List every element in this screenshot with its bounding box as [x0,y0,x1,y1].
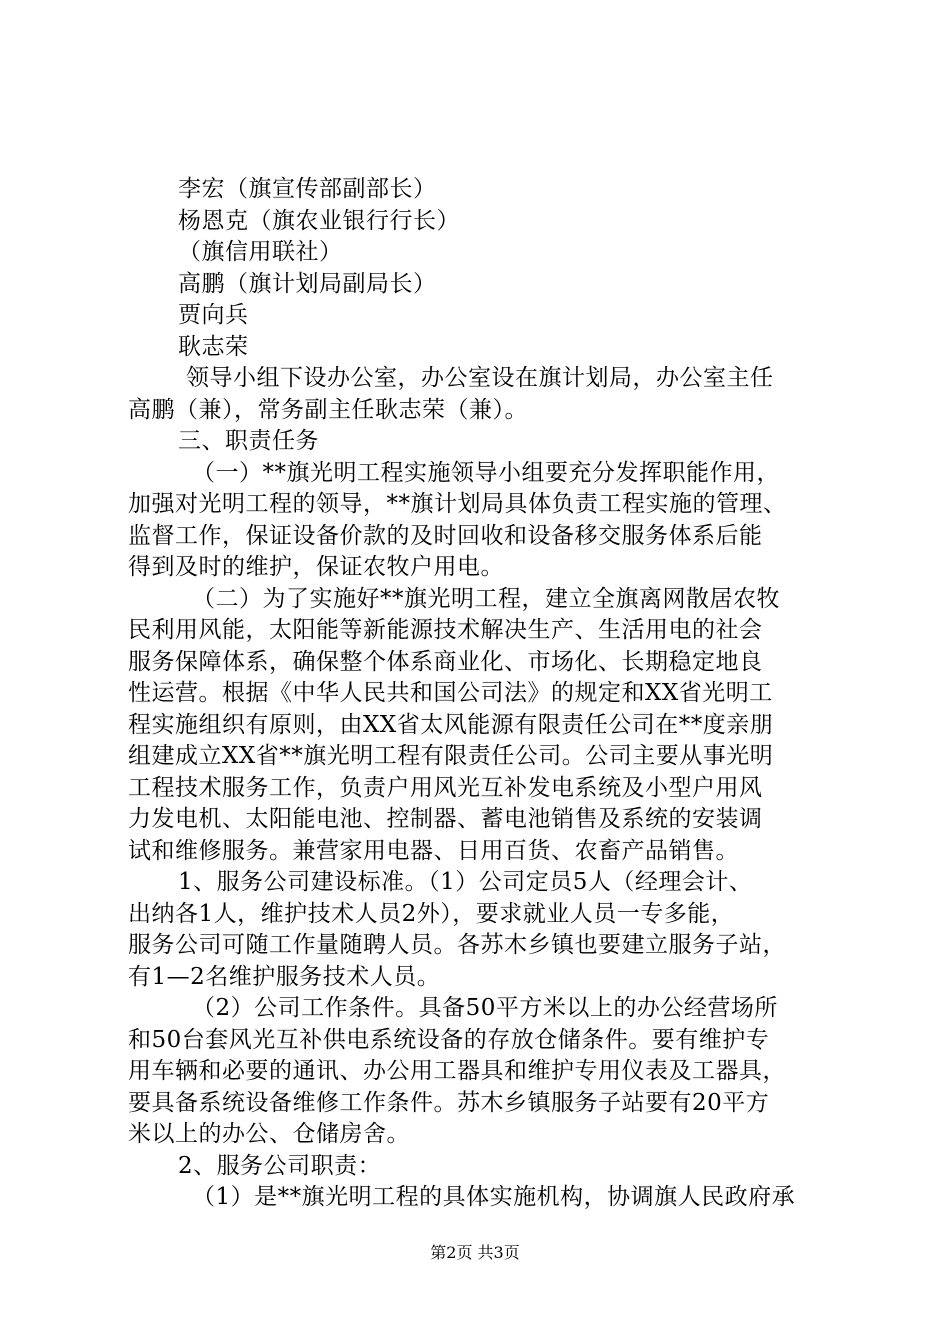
text-line: 民利用风能，太阳能等新能源技术解决生产、生活用电的社会 [128,617,763,643]
text-line: 贾向兵 [178,302,249,328]
text-line: 高鹏（兼），常务副主任耿志荣（兼）。 [128,396,528,423]
text-line: 领导小组下设办公室，办公室设在旗计划局，办公室主任 [186,365,774,391]
text-line: 杨恩克（旗农业银行行长） [178,207,460,234]
text-line: （二）为了实施好**旗光明工程，建立全旗离网散居农牧 [192,585,780,612]
page-footer: 第2页 共3页 [430,1243,520,1262]
text-line: （2）公司工作条件。具备50平方米以上的办公经营场所 [192,995,778,1021]
text-line: 2、服务公司职责： [178,1152,382,1179]
text-line: 高鹏（旗计划局副局长） [178,270,437,297]
text-line: 米以上的办公、仓储房舍。 [128,1121,410,1147]
document-body [128,174,828,1214]
text-line: 出纳各1人，维护技术人员2外），要求就业人员一专多能， [128,900,735,927]
text-line: 李宏（旗宣传部副部长） [178,176,437,202]
text-line: （一）**旗光明工程实施领导小组要充分发挥职能作用， [192,459,780,486]
text-line: 得到及时的维护，保证农牧户用电。 [128,554,504,580]
text-line: 要具备系统设备维修工作条件。苏木乡镇服务子站要有20平方 [128,1089,770,1116]
text-line: 试和维修服务。兼营家用电器、日用百货、农畜产品销售。 [128,837,739,864]
text-line: 服务保障体系，确保整个体系商业化、市场化、长期稳定地良 [128,648,763,675]
text-line: 耿志荣 [178,333,249,360]
text-line: 和50台套风光互补供电系统设备的存放仓储条件。要有维护专 [128,1026,770,1053]
text-line: 组建成立XX省**旗光明工程有限责任公司。公司主要从事光明 [128,743,774,769]
text-line: 有1—2名维护服务技术人员。 [128,963,441,990]
text-line: 程实施组织有原则，由XX省太风能源有限责任公司在**度亲朋 [128,711,774,738]
section-heading: 三、职责任务 [178,428,319,454]
text-line: （1）是**旗光明工程的具体实施机构，协调旗人民政府承 [192,1184,796,1210]
text-line: 服务公司可随工作量随聘人员。各苏木乡镇也要建立服务子站， [128,932,786,958]
text-line: 性运营。根据《中华人民共和国公司法》的规定和XX省光明工 [128,680,773,706]
text-line: 工程技术服务工作，负责户用风光互补发电系统及小型户用风 [128,774,763,801]
text-line: 1、服务公司建设标准。（1）公司定员5人（经理会计、 [178,869,753,895]
text-line: （旗信用联社） [178,239,343,265]
text-line: 加强对光明工程的领导，**旗计划局具体负责工程实施的管理、 [128,491,787,517]
text-line: 监督工作，保证设备价款的及时回收和设备移交服务体系后能 [128,522,763,549]
text-line: 力发电机、太阳能电池、控制器、蓄电池销售及系统的安装调 [128,806,763,832]
text-line: 用车辆和必要的通讯、办公用工器具和维护专用仪表及工器具， [128,1058,786,1084]
